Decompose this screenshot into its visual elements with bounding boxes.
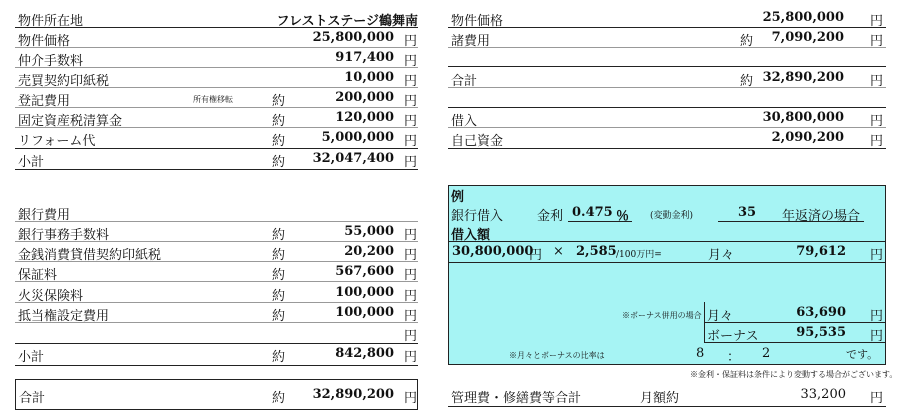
label-stamp-tax: 売買契約印紙税 [18,74,110,89]
times-sign: × [553,244,564,259]
underline [718,221,864,222]
label-borrow-amount: 借入額 [451,228,491,243]
value-stamp-tax: 10,000 [344,70,394,85]
value-rate: 0.475 [572,205,613,220]
divider [15,365,418,366]
value-bonus: 95,535 [796,325,846,340]
value-subtotal: 32,047,400 [312,151,394,166]
value-own-funds: 2,090,200 [771,130,844,145]
unit: 円 [404,155,418,170]
approx-mark: 約 [272,289,286,304]
note-ownership-transfer: 所有権移転 [193,95,233,104]
label-management-fee: 管理費・修繕費等合計 [451,391,582,406]
divider [15,241,418,242]
label-brokerage: 仲介手数料 [18,54,84,69]
unit: 円 [404,134,418,149]
label-rate: 金利 [537,209,564,224]
divider [15,322,418,323]
value-property-tax: 120,000 [335,110,394,125]
divider [448,241,886,242]
divider [15,127,418,128]
unit: 円 [870,134,884,149]
divider [448,27,886,28]
unit: 円 [870,14,884,29]
unit: 円 [404,54,418,69]
divider [15,67,418,68]
divider [15,27,418,28]
label-property-tax: 固定資産税清算金 [18,114,123,129]
divider [448,107,886,108]
approx-mark: 約 [272,268,286,283]
ratio-colon: ： [727,350,741,365]
value-grand-total: 32,890,200 [312,387,394,402]
unit: 円 [870,391,884,406]
grand-total-box [15,379,418,410]
value-reform: 5,000,000 [321,130,394,145]
label-guarantee: 保証料 [18,268,58,283]
divider [704,322,886,323]
unit: 円 [404,114,418,129]
bank-title: 銀行費用 [18,208,71,223]
unit: 円 [404,228,418,243]
label-borrowing: 借入 [451,114,478,129]
divider [448,406,886,407]
value-factor: 2,585 [576,244,617,259]
unit: 円 [404,74,418,89]
frame-line [448,241,449,262]
divider [448,127,886,128]
value-guarantee: 567,600 [335,264,394,279]
label-bank-loan: 銀行借入 [451,209,504,224]
ratio-note: ※月々とボーナスの比率は [509,351,605,360]
approx-mark: 約 [272,350,286,365]
label-price: 物件価格 [18,34,71,49]
ratio-suffix: です。 [846,348,879,361]
value-loan-stamp-tax: 20,200 [344,244,394,259]
approx-mark: 約 [272,228,286,243]
label-own-funds: 自己資金 [451,134,504,149]
value-r-price: 25,800,000 [762,10,844,25]
value-monthly: 79,612 [796,244,846,259]
label-fire-insurance: 火災保険料 [18,289,84,304]
per-million: /100万円= [616,250,662,260]
label-bonus: ボーナス [707,329,759,344]
value-price: 25,800,000 [312,30,394,45]
label-misc-costs: 諸費用 [451,34,491,49]
label-r-price: 物件価格 [451,14,504,29]
approx-mark: 約 [272,155,286,170]
disclaimer: ※金利・保証料は条件により変動する場合がございます。 [690,370,898,379]
divider [15,221,418,222]
value-bank-fee: 55,000 [344,224,394,239]
value-r-total: 32,890,200 [762,70,844,85]
approx-mark: 約 [272,134,286,149]
unit: 円 [404,391,418,406]
monthly-unit: 円 [870,248,884,263]
value-years: 35 [738,205,757,220]
label-bank-fee: 銀行事務手数料 [18,228,110,243]
divider [15,261,418,262]
unit: 円 [870,114,884,129]
value-management-fee: 33,200 [800,387,846,402]
bonus-note: ※ボーナス併用の場合 [622,311,702,320]
unit: 円 [870,34,884,49]
years-text: 年返済の場合 [782,209,861,224]
approx-mark: 約 [272,391,286,406]
approx-mark: 約 [272,309,286,324]
unit: 円 [404,268,418,283]
label-grand-total: 合計 [19,391,46,406]
divider [448,262,886,263]
unit: 円 [404,329,418,344]
divider [15,302,418,303]
label-bank-subtotal: 小計 [18,350,45,365]
divider [15,281,418,282]
value-borrow-amount: 30,800,000 [452,244,534,259]
borrow-unit: 円 [529,248,543,263]
label-bonus-monthly: 月々 [707,309,734,324]
ratio-a: 8 [696,346,705,361]
approx-mark: 約 [740,34,754,49]
ratio-b: 2 [762,346,771,361]
frame-line [885,241,886,262]
frame-line [704,302,705,342]
value-bank-subtotal: 842,800 [335,346,394,361]
approx-mark: 約 [740,74,754,89]
value-registration: 200,000 [335,90,394,105]
rate-unit: ％ [616,209,630,224]
underline [568,221,632,222]
approx-mark: 約 [272,114,286,129]
unit: 円 [404,248,418,263]
divider [15,87,418,88]
unit: 円 [404,94,418,109]
divider [15,47,418,48]
divider [448,148,886,149]
approx-mark: 約 [272,94,286,109]
divider [704,342,886,343]
rate-type: (変動金利) [650,211,694,221]
unit: 円 [870,74,884,89]
label-monthly-approx: 月額約 [640,391,680,406]
value-mortgage-setup: 100,000 [335,305,394,320]
bonus-monthly-unit: 円 [870,309,884,324]
example-title: 例 [451,190,465,205]
value-borrowing: 30,800,000 [762,110,844,125]
label-reform: リフォーム代 [18,134,96,149]
label-monthly: 月々 [708,248,735,263]
label-subtotal: 小計 [18,155,45,170]
divider [15,343,418,344]
label-registration: 登記費用 [18,94,71,109]
divider [15,169,418,170]
value-brokerage: 917,400 [335,50,394,65]
approx-mark: 約 [272,248,286,263]
label-loan-stamp-tax: 金銭消費貸借契約印紙税 [18,248,162,263]
value-fire-insurance: 100,000 [335,285,394,300]
label-r-total: 合計 [451,74,478,89]
value-bonus-monthly: 63,690 [796,305,846,320]
divider [15,148,418,149]
unit: 円 [404,34,418,49]
divider [15,107,418,108]
divider [448,66,886,67]
divider [448,87,886,88]
label-mortgage-setup: 抵当権設定費用 [18,309,110,324]
label-location: 物件所在地 [18,14,84,29]
unit: 円 [404,309,418,324]
unit: 円 [404,350,418,365]
value-misc-costs: 7,090,200 [771,30,844,45]
divider [448,47,886,48]
value-location: フレストステージ鶴舞南 [276,14,418,29]
bonus-unit: 円 [870,329,884,344]
unit: 円 [404,289,418,304]
